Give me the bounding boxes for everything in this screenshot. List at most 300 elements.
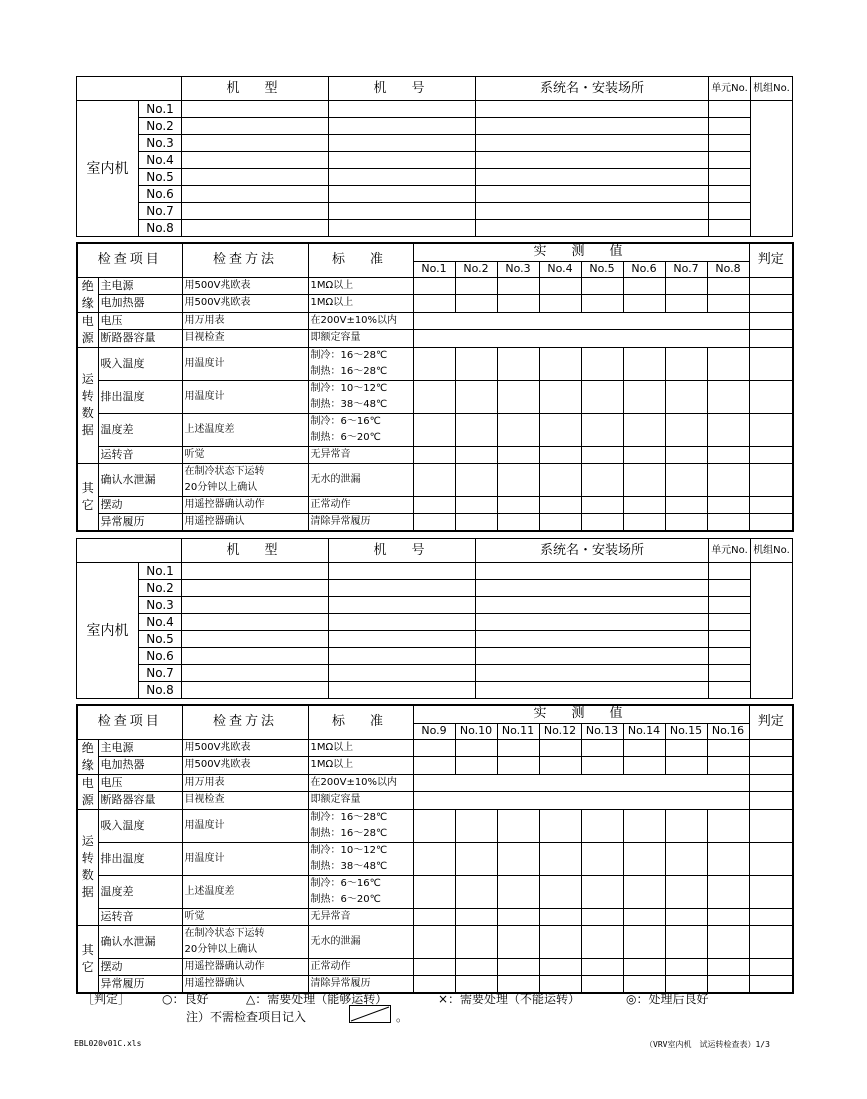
unit-row [77,152,793,169]
check-method: 目视检查 [182,330,308,348]
unit-input-cell [709,648,751,665]
unit-input-cell [476,597,709,614]
standard-line: 制冷：10～12℃ [310,844,388,856]
measurement-cell [455,875,497,908]
measurement-cell [581,496,623,513]
judgement-cell [749,295,793,313]
measurement-cell [497,413,539,446]
unit-row [77,580,793,597]
unit-row [77,631,793,648]
unit-row [77,614,793,631]
method-line: 20分钟以上确认 [184,943,258,955]
unit-input-cell [182,597,329,614]
measurement-cell [707,380,749,413]
measurement-cell [665,908,707,925]
unit-row [77,597,793,614]
document-title: （VRV室内机 试运转检查表）1/3 [645,1040,770,1049]
measurement-column-header: No.1 [413,261,455,277]
unit-number-header: 机 号 [329,539,476,563]
legend-note: 注）不需检查项目记入 [186,1010,307,1024]
standard-line: 制热：16～28℃ [310,365,388,377]
unit-input-cell [182,614,329,631]
judgement-cell [749,496,793,513]
measurement-cell [707,958,749,975]
unit-number: No.7 [139,665,182,682]
measurement-cell [665,413,707,446]
check-item: 电加热器 [98,295,182,313]
measurement-cell [455,347,497,380]
measurement-column-header: No.2 [455,261,497,277]
judgement-cell [749,513,793,531]
check-method: 用万用表 [182,774,308,792]
check-method: 用遥控器确认动作 [182,958,308,975]
standard-value [308,842,413,875]
check-row [77,330,793,348]
model-header: 机 型 [182,539,329,563]
unit-input-cell [476,203,709,220]
measurement-cell [623,513,665,531]
group-no-header: 机组No. [751,77,793,101]
measurement-cell [539,757,581,775]
unit-input-cell [709,152,751,169]
unit-table-b [76,538,793,699]
system-location-header: 系统名・安装场所 [476,77,709,101]
legend-fixed-good: ◎：处理后良好 [626,992,709,1006]
check-row [77,774,793,792]
measurement-cell [497,513,539,531]
check-item: 主电源 [98,277,182,295]
standard-line: 制冷：10～12℃ [310,382,388,394]
standard-value: 无水的泄漏 [308,463,413,496]
check-method: 用温度计 [182,809,308,842]
unit-row [77,648,793,665]
measurement-cell [413,312,749,330]
check-method: 用遥控器确认动作 [182,496,308,513]
unit-input-cell [476,580,709,597]
check-row [77,958,793,975]
measurement-cell [665,513,707,531]
standard-line: 制热：16～28℃ [310,827,388,839]
check-item: 断路器容量 [98,330,182,348]
check-row [77,380,793,413]
check-row [77,312,793,330]
unit-input-cell [709,682,751,699]
measurement-cell [413,925,455,958]
judgement-cell [749,809,793,842]
unit-row [77,101,793,118]
unit-input-cell [182,563,329,580]
unit-input-cell [329,614,476,631]
measurement-cell [581,739,623,757]
standard-value: 即额定容量 [308,330,413,348]
unit-input-cell [182,135,329,152]
standard-value: 正常动作 [308,958,413,975]
standard-value: 1MΩ以上 [308,739,413,757]
measurement-cell [707,908,749,925]
standard-value: 清除异常履历 [308,513,413,531]
unit-input-cell [329,101,476,118]
measurement-column-header: No.10 [455,723,497,739]
check-method: 用温度计 [182,380,308,413]
model-header: 机 型 [182,77,329,101]
check-row [77,925,793,958]
check-item: 排出温度 [98,842,182,875]
group-label-power: 电源 [77,774,98,809]
group-label-operation: 运转数据 [77,347,98,463]
check-method: 目视检查 [182,792,308,810]
unit-input-cell [476,152,709,169]
check-item: 确认水泄漏 [98,925,182,958]
unit-input-cell [709,135,751,152]
measurement-cell [707,757,749,775]
measurement-cell [539,347,581,380]
unit-row [77,220,793,237]
measurement-cell [581,757,623,775]
measurement-cell [413,463,455,496]
method-line: 20分钟以上确认 [184,481,258,493]
measurement-cell [539,446,581,463]
unit-input-cell [476,220,709,237]
unit-input-cell [329,186,476,203]
measurement-cell [497,958,539,975]
measurement-cell [539,739,581,757]
check-method [182,463,308,496]
group-label-other: 其它 [77,925,98,993]
check-method: 用500V兆欧表 [182,757,308,775]
measurement-cell [455,380,497,413]
group-no-cell [751,563,793,699]
measurement-cell [413,809,455,842]
measurement-cell [581,908,623,925]
standard-line: 制热：6～20℃ [310,893,381,905]
unit-input-cell [182,169,329,186]
unit-input-cell [329,118,476,135]
header-row [77,243,793,261]
check-row [77,809,793,842]
unit-number: No.7 [139,203,182,220]
measurement-cell [623,277,665,295]
measurement-cell [623,842,665,875]
unit-input-cell [476,631,709,648]
measurement-cell [665,446,707,463]
measurement-column-header: No.4 [539,261,581,277]
measurement-cell [623,347,665,380]
check-item-header: 检查项目 [77,243,182,277]
standard-value [308,875,413,908]
unit-input-cell [709,580,751,597]
legend-note-end: 。 [396,1010,409,1024]
unit-input-cell [476,135,709,152]
judgement-cell [749,330,793,348]
measurement-cell [665,347,707,380]
unit-input-cell [182,665,329,682]
unit-input-cell [709,665,751,682]
check-item: 异常履历 [98,513,182,531]
unit-number: No.8 [139,220,182,237]
unit-row [77,682,793,699]
unit-input-cell [709,614,751,631]
method-line: 在制冷状态下运转 [184,927,265,939]
measurement-cell [413,380,455,413]
measurement-cell [413,277,455,295]
check-method: 用500V兆欧表 [182,739,308,757]
group-label-insulation: 绝缘 [77,277,98,312]
measurement-cell [455,809,497,842]
unit-table-a [76,76,793,237]
check-row [77,463,793,496]
diagonal-box-icon [349,1005,391,1023]
unit-input-cell [182,220,329,237]
check-row [77,757,793,775]
unit-number: No.1 [139,563,182,580]
check-row [77,295,793,313]
standard-value: 1MΩ以上 [308,295,413,313]
measured-value-header: 实 测 值 [413,705,749,723]
judgement-cell [749,446,793,463]
measurement-cell [455,277,497,295]
measurement-cell [497,842,539,875]
standard-value [308,413,413,446]
measurement-cell [413,908,455,925]
check-method: 听觉 [182,446,308,463]
measurement-cell [455,842,497,875]
measurement-cell [581,842,623,875]
unit-input-cell [709,101,751,118]
measurement-cell [497,757,539,775]
measurement-cell [413,842,455,875]
unit-input-cell [329,597,476,614]
judgement-header: 判定 [749,705,793,739]
measurement-cell [581,277,623,295]
measurement-cell [455,958,497,975]
standard-line: 制热：6～20℃ [310,431,381,443]
unit-row [77,563,793,580]
judgement-cell [749,380,793,413]
measurement-column-header: No.8 [707,261,749,277]
check-item: 运转音 [98,446,182,463]
measurement-column-header: No.12 [539,723,581,739]
measurement-cell [455,513,497,531]
unit-input-cell [476,665,709,682]
standard-value: 正常动作 [308,496,413,513]
check-method: 上述温度差 [182,875,308,908]
measurement-cell [707,975,749,993]
check-method: 用500V兆欧表 [182,277,308,295]
measurement-cell [497,925,539,958]
unit-input-cell [182,152,329,169]
check-method: 用遥控器确认 [182,975,308,993]
unit-input-cell [476,169,709,186]
measurement-cell [665,380,707,413]
measurement-cell [665,496,707,513]
indoor-unit-label: 室内机 [77,563,139,699]
legend-good: ○：良好 [162,992,209,1006]
judgement-cell [749,975,793,993]
unit-input-cell [182,580,329,597]
check-method: 用温度计 [182,347,308,380]
measurement-cell [665,842,707,875]
check-item: 排出温度 [98,380,182,413]
unit-input-cell [329,152,476,169]
unit-input-cell [182,682,329,699]
check-row [77,413,793,446]
measurement-cell [413,513,455,531]
measurement-column-header: No.9 [413,723,455,739]
unit-input-cell [329,631,476,648]
measurement-cell [455,496,497,513]
standard-header: 标 准 [308,705,413,739]
group-no-header: 机组No. [751,539,793,563]
standard-line: 制冷：16～28℃ [310,811,388,823]
measurement-cell [623,739,665,757]
standard-line: 制热：38～48℃ [310,860,388,872]
measurement-cell [497,295,539,313]
judgement-cell [749,925,793,958]
unit-input-cell [329,665,476,682]
measurement-cell [539,463,581,496]
check-method: 用温度计 [182,842,308,875]
check-item: 电加热器 [98,757,182,775]
measurement-cell [497,380,539,413]
measured-value-header: 实 测 值 [413,243,749,261]
judgement-cell [749,739,793,757]
measurement-cell [539,380,581,413]
unit-no-header: 单元No. [709,539,751,563]
measurement-cell [413,330,749,348]
measurement-cell [707,496,749,513]
unit-input-cell [476,563,709,580]
file-name: EBL020v01C.xls [74,1039,142,1048]
judgement-cell [749,792,793,810]
unit-number: No.3 [139,597,182,614]
measurement-cell [707,925,749,958]
judgement-cell [749,312,793,330]
measurement-cell [497,347,539,380]
measurement-cell [665,463,707,496]
measurement-column-header: No.6 [623,261,665,277]
measurement-cell [539,925,581,958]
standard-line: 制冷：6～16℃ [310,415,381,427]
unit-input-cell [329,563,476,580]
measurement-cell [581,413,623,446]
measurement-cell [413,757,455,775]
measurement-cell [707,739,749,757]
measurement-cell [623,380,665,413]
check-row [77,792,793,810]
unit-input-cell [329,580,476,597]
measurement-cell [665,277,707,295]
check-item: 电压 [98,312,182,330]
measurement-cell [623,446,665,463]
system-location-header: 系统名・安装场所 [476,539,709,563]
measurement-cell [707,875,749,908]
measurement-cell [623,958,665,975]
check-item: 吸入温度 [98,809,182,842]
measurement-cell [413,413,455,446]
judgement-cell [749,413,793,446]
measurement-cell [581,347,623,380]
measurement-cell [539,513,581,531]
check-row [77,496,793,513]
unit-number: No.5 [139,169,182,186]
measurement-cell [665,958,707,975]
standard-line: 制冷：6～16℃ [310,877,381,889]
header-row [77,705,793,723]
check-item: 主电源 [98,739,182,757]
measurement-cell [497,463,539,496]
measurement-column-header: No.15 [665,723,707,739]
measurement-cell [665,757,707,775]
measurement-cell [707,463,749,496]
check-method [182,925,308,958]
check-item: 温度差 [98,875,182,908]
measurement-cell [413,446,455,463]
unit-input-cell [182,631,329,648]
unit-row [77,135,793,152]
unit-input-cell [709,203,751,220]
check-item: 断路器容量 [98,792,182,810]
unit-row [77,169,793,186]
measurement-cell [707,347,749,380]
unit-input-cell [476,186,709,203]
measurement-cell [707,513,749,531]
measurement-cell [539,295,581,313]
group-label-insulation: 绝缘 [77,739,98,774]
measurement-cell [623,295,665,313]
measurement-cell [665,809,707,842]
measurement-cell [539,277,581,295]
unit-input-cell [182,118,329,135]
measurement-cell [455,925,497,958]
measurement-cell [455,463,497,496]
unit-input-cell [476,614,709,631]
check-method: 上述温度差 [182,413,308,446]
standard-value: 1MΩ以上 [308,757,413,775]
legend-label: ［判定］ [82,992,131,1006]
check-method: 用万用表 [182,312,308,330]
unit-input-cell [182,648,329,665]
judgement-header: 判定 [749,243,793,277]
unit-number: No.6 [139,186,182,203]
measurement-cell [455,908,497,925]
measurement-cell [455,295,497,313]
judgement-cell [749,908,793,925]
unit-number: No.6 [139,648,182,665]
measurement-column-header: No.3 [497,261,539,277]
group-label-other: 其它 [77,463,98,531]
measurement-column-header: No.13 [581,723,623,739]
unit-row [77,665,793,682]
unit-number: No.3 [139,135,182,152]
check-table-a [76,242,794,532]
standard-value: 清除异常履历 [308,975,413,993]
method-line: 在制冷状态下运转 [184,465,265,477]
measurement-cell [581,875,623,908]
indoor-unit-label: 室内机 [77,101,139,237]
measurement-cell [413,958,455,975]
measurement-cell [539,875,581,908]
judgement-cell [749,347,793,380]
measurement-cell [665,739,707,757]
measurement-cell [707,277,749,295]
unit-number: No.8 [139,682,182,699]
measurement-cell [581,958,623,975]
standard-value: 在200V±10%以内 [308,774,413,792]
measurement-cell [455,739,497,757]
measurement-cell [413,295,455,313]
group-label-operation: 运转数据 [77,809,98,925]
measurement-cell [707,413,749,446]
